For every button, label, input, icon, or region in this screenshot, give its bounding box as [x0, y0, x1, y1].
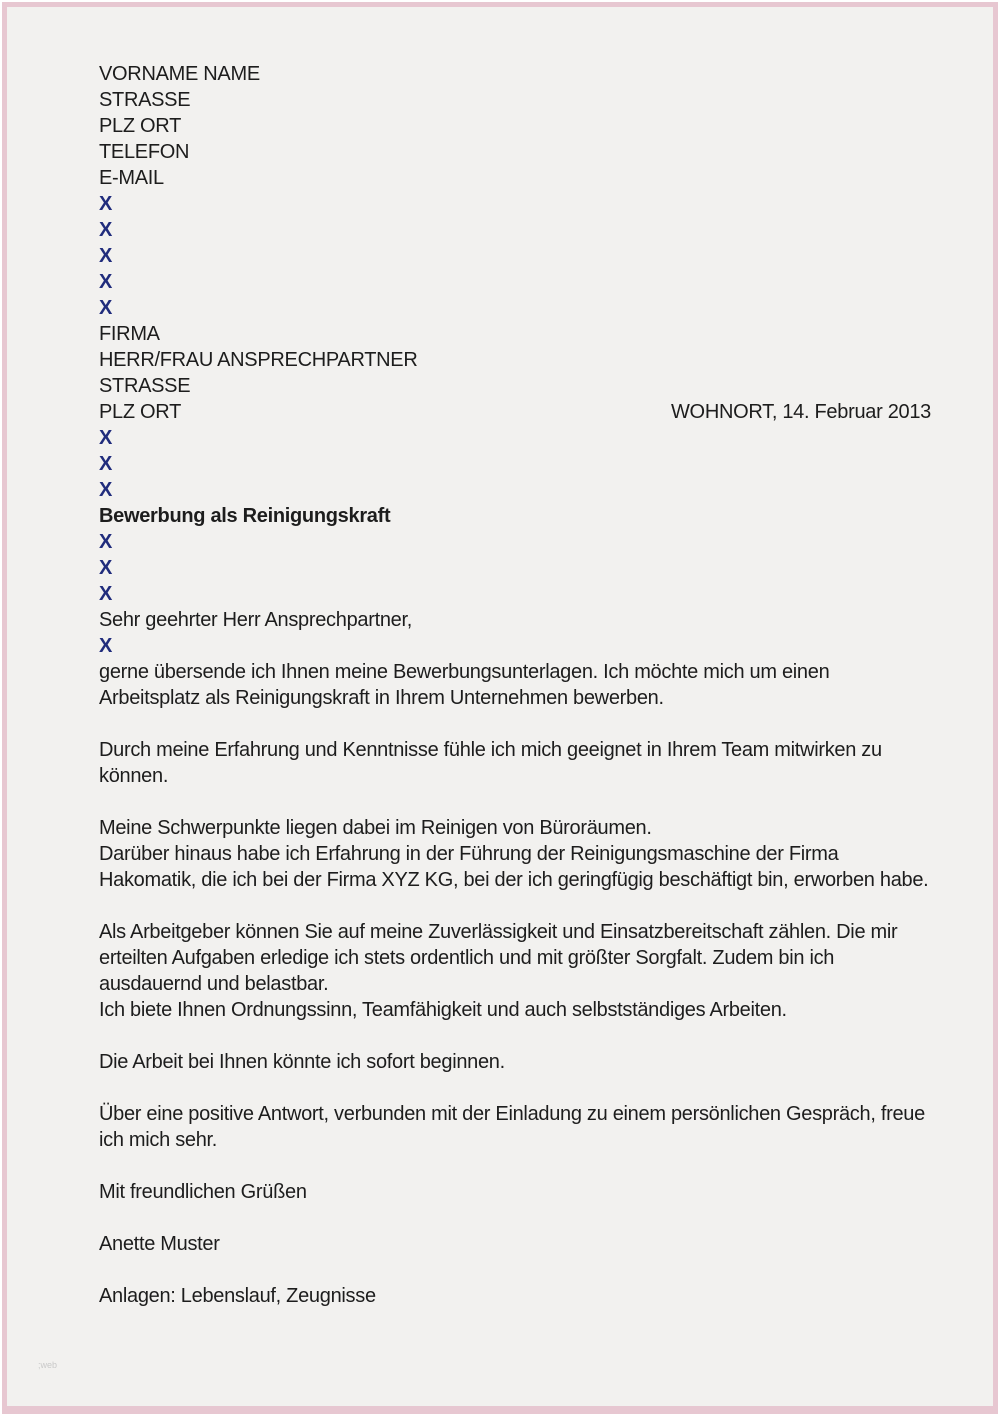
placeholder-x: X — [99, 297, 113, 319]
placeholder-x: X — [99, 427, 113, 449]
paragraph-text: Als Arbeitgeber können Sie auf meine Zuverlässigkeit und Einsatzbereitschaft zählen. Die mir erteilten Aufgaben erledige ich stets ordentlich und mit größter Sorgfalt. Zudem bin ich ausdauernd und belastbar. — [99, 921, 898, 995]
recipient-line-company: FIRMA — [99, 323, 160, 345]
salutation: Sehr geehrter Herr Ansprechpartner, — [99, 609, 413, 631]
paragraph-skills — [99, 815, 931, 893]
placeholder-x: X — [99, 531, 113, 553]
paragraph-intro — [99, 659, 931, 711]
placeholder-x: X — [99, 479, 113, 501]
signature: Anette Muster — [99, 1233, 220, 1255]
placeholder-x: X — [99, 219, 113, 241]
sender-line-email: E-MAIL — [99, 167, 164, 189]
placeholder-x: X — [99, 271, 113, 293]
sender-line-phone: TELEFON — [99, 141, 190, 163]
paragraph-text: Über eine positive Antwort, verbunden mit der Einladung zu einem persönlichen Gespräch, freue ich mich sehr. — [99, 1103, 925, 1151]
placeholder-x: X — [99, 193, 113, 215]
paragraph-text: gerne übersende ich Ihnen meine Bewerbungsunterlagen. Ich möchte mich um einen Arbeitsplatz als Reinigungskraft in Ihrem Unternehmen bewerben. — [99, 661, 830, 709]
placeholder-x: X — [99, 245, 113, 267]
paragraph-text: Meine Schwerpunkte liegen dabei im Reinigen von Büroräumen. — [99, 817, 652, 839]
placeholder-x: X — [99, 453, 113, 475]
paragraph-text: Durch meine Erfahrung und Kenntnisse fühle ich mich geeignet in Ihrem Team mitwirken zu können. — [99, 739, 882, 787]
paragraph-qualities — [99, 919, 931, 1023]
watermark: ;web — [38, 1360, 58, 1370]
place-date: WOHNORT, 14. Februar 2013 — [670, 401, 931, 423]
letter-content — [7, 7, 993, 1309]
sender-line-street: STRASSE — [99, 89, 191, 111]
paragraph-experience — [99, 737, 931, 789]
subject-line: Bewerbung als Reinigungskraft — [99, 505, 391, 527]
recipient-line-city: PLZ ORT — [99, 401, 181, 423]
enclosures: Anlagen: Lebenslauf, Zeugnisse — [99, 1285, 376, 1307]
recipient-line-contact: HERR/FRAU ANSPRECHPARTNER — [99, 349, 418, 371]
placeholder-x: X — [99, 583, 113, 605]
paragraph-availability — [99, 1049, 931, 1075]
letter-page — [2, 2, 998, 1414]
sender-line-name: VORNAME NAME — [99, 63, 260, 85]
sender-line-city: PLZ ORT — [99, 115, 181, 137]
placeholder-x: X — [99, 557, 113, 579]
recipient-city-and-date-row — [99, 399, 931, 425]
placeholder-x: X — [99, 635, 113, 657]
paragraph-text: Die Arbeit bei Ihnen könnte ich sofort beginnen. — [99, 1051, 505, 1073]
paragraph-text: Darüber hinaus habe ich Erfahrung in der Führung der Reinigungsmaschine der Firma Hakomatik, die ich bei der Firma XYZ KG, bei der ich geringfügig beschäftigt bin, erworben habe. — [99, 843, 929, 891]
closing: Mit freundlichen Grüßen — [99, 1181, 307, 1203]
paragraph-outlook — [99, 1101, 931, 1153]
recipient-line-street: STRASSE — [99, 375, 191, 397]
paragraph-text: Ich biete Ihnen Ordnungssinn, Teamfähigkeit und auch selbstständiges Arbeiten. — [99, 999, 787, 1021]
